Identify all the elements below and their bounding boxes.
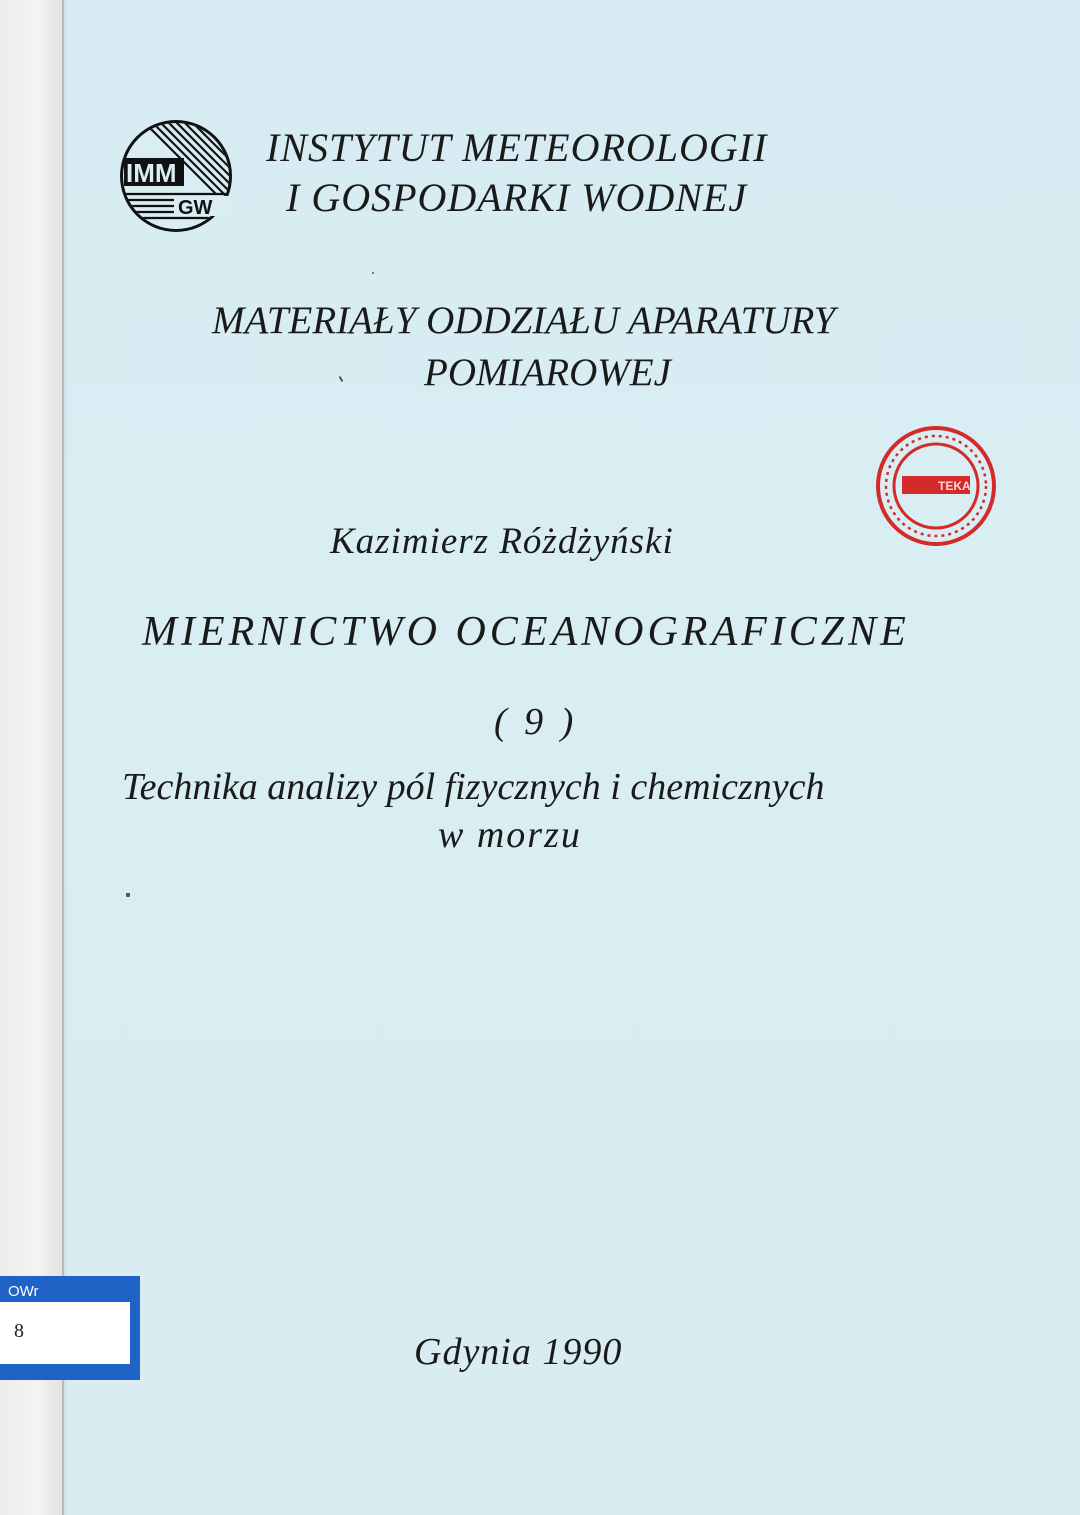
library-stamp xyxy=(872,424,1000,548)
stamp-center-text: TEKA xyxy=(938,479,971,493)
shelf-label-number: 8 xyxy=(14,1320,24,1342)
series-title-line2: POMIAROWEJ xyxy=(424,351,671,394)
book-title: MIERNICTWO OCEANOGRAFICZNE xyxy=(142,609,910,655)
author-name: Kazimierz Różdżyński xyxy=(330,521,674,562)
series-title-line1: MATERIAŁY ODDZIAŁU APARATURY xyxy=(212,299,836,342)
subtitle-line2: w morzu xyxy=(438,814,582,856)
logo-text-top: IMM xyxy=(126,158,177,188)
subtitle-line1: Technika analizy pól fizycznych i chemicznych xyxy=(122,766,825,808)
imprint-place-year: Gdynia 1990 xyxy=(414,1331,623,1373)
institute-name-line1: INSTYTUT METEOROLOGII xyxy=(266,125,768,170)
institute-name-line2: I GOSPODARKI WODNEJ xyxy=(286,175,748,220)
imgw-logo xyxy=(116,118,236,234)
volume-number: ( 9 ) xyxy=(494,701,578,743)
shelf-label-code: OWr xyxy=(8,1283,39,1300)
logo-text-bottom: GW xyxy=(178,197,213,219)
